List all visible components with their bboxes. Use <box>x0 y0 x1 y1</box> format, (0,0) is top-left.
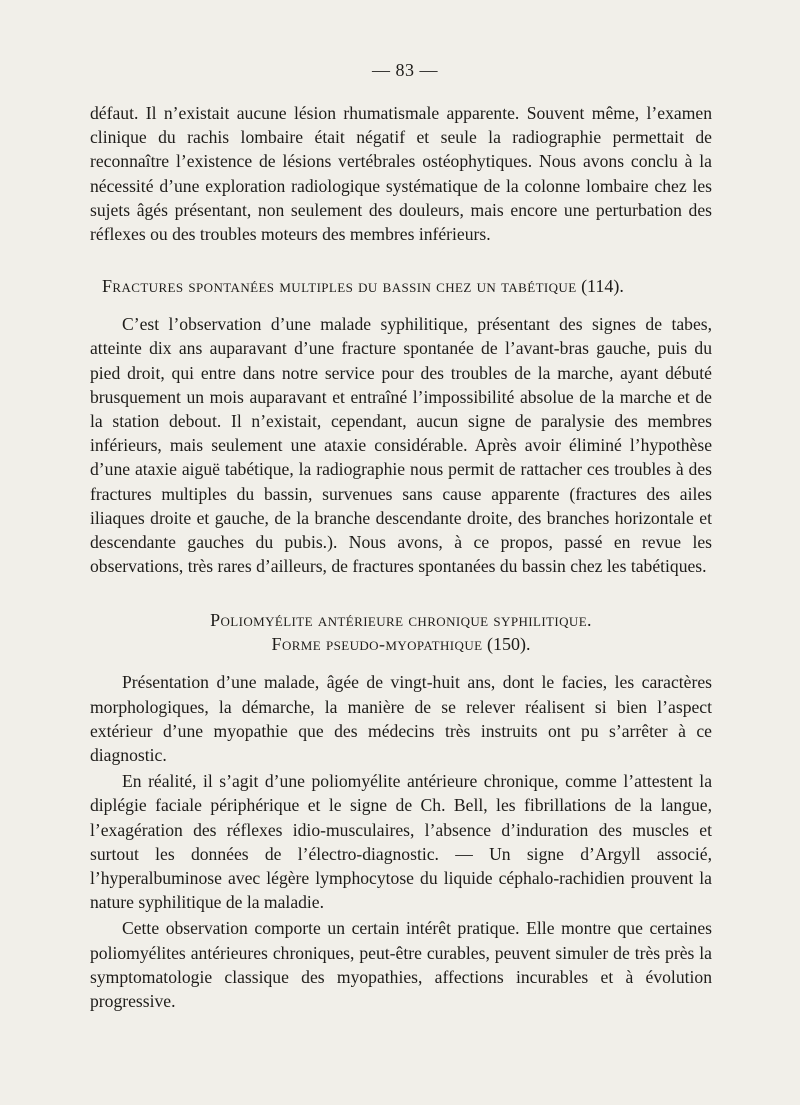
section-1-title: Fractures spontanées multiples du bassin chez un tabétique <box>102 276 577 297</box>
section-2-title-line-1: Poliomyélite antérieure chronique syphilitique. <box>210 610 592 631</box>
document-page <box>90 60 712 1060</box>
section-1-reference: (114). <box>581 276 624 297</box>
section-2-reference: (150). <box>486 634 531 655</box>
section-2-title-line-2-wrapper <box>90 632 712 656</box>
section-2-paragraph-3: Cette observation comporte un certain intérêt pratique. Elle montre que certaines poliomyélites antérieures chroniques, peut-être curables, peuvent simuler de très près la symptomatologie classique des myopathies, affections incurables et à évolution progressive. <box>90 918 712 1012</box>
page-number: — 83 — <box>372 60 438 80</box>
section-1-paragraph: C’est l’observation d’une malade syphilitique, présentant des signes de tabes, atteinte dix ans auparavant d’une fracture spontanée de l’avant-bras gauche, puis du pied droit, qui entre dans notre service pour des troubles de la marche, ayant débuté brusquement un mois auparavant et entraîné l’impossibilité absolue de la marche et de la station debout. Il n’existait, cependant, aucun signe de paralysie des membres inférieurs, mais seulement une ataxie considérable. Après avoir éliminé l’hypothèse d’une ataxie aiguë tabétique, la radiographie nous permit de rattacher ces troubles à des fractures multiples du bassin, survenues sans cause apparente (fractures des ailes iliaques droite et gauche, de la branche descendante droite, des branches horizontale et descendante gauches du pubis.). Nous avons, à ce propos, passé en revue les observations, très rares d’ailleurs, de fractures spontanées du bassin chez les tabétiques. <box>90 314 712 577</box>
intro-paragraph: défaut. Il n’existait aucune lésion rhumatismale apparente. Souvent même, l’examen clinique du rachis lombaire était négatif et seule la radiographie permettait de reconnaître l’existence de lésions vertébrales ostéophytiques. Nous avons conclu à la nécessité d’une exploration radiologique systématique de la colonne lombaire chez les sujets âgés présentant, non seulement des douleurs, mais encore une perturbation des réflexes ou des troubles moteurs des membres inférieurs. <box>90 103 712 245</box>
section-2-paragraph-2: En réalité, il s’agit d’une poliomyélite antérieure chronique, comme l’attestent la diplégie faciale périphérique et le signe de Ch. Bell, les fibrillations de la langue, l’exagération des réflexes idio-musculaires, l’absence d’induration des muscles et surtout les données de l’électro-diagnostic. — Un signe d’Argyll associé, l’hyperalbuminose avec légère lymphocytose du liquide céphalo-rachidien prouvent la nature syphilitique de la maladie. <box>90 771 712 913</box>
section-2-paragraph-1: Présentation d’une malade, âgée de vingt-huit ans, dont le facies, les caractères morphologiques, la démarche, la manière de se relever réalisent si bien l’aspect extérieur d’une myopathie que des médecins très instruits ont pu s’arrêter à ce diagnostic. <box>90 672 712 766</box>
section-2-title-line-2: Forme pseudo-myopathique <box>271 634 483 655</box>
section-2-heading <box>90 608 712 656</box>
section-1-heading <box>90 274 712 298</box>
